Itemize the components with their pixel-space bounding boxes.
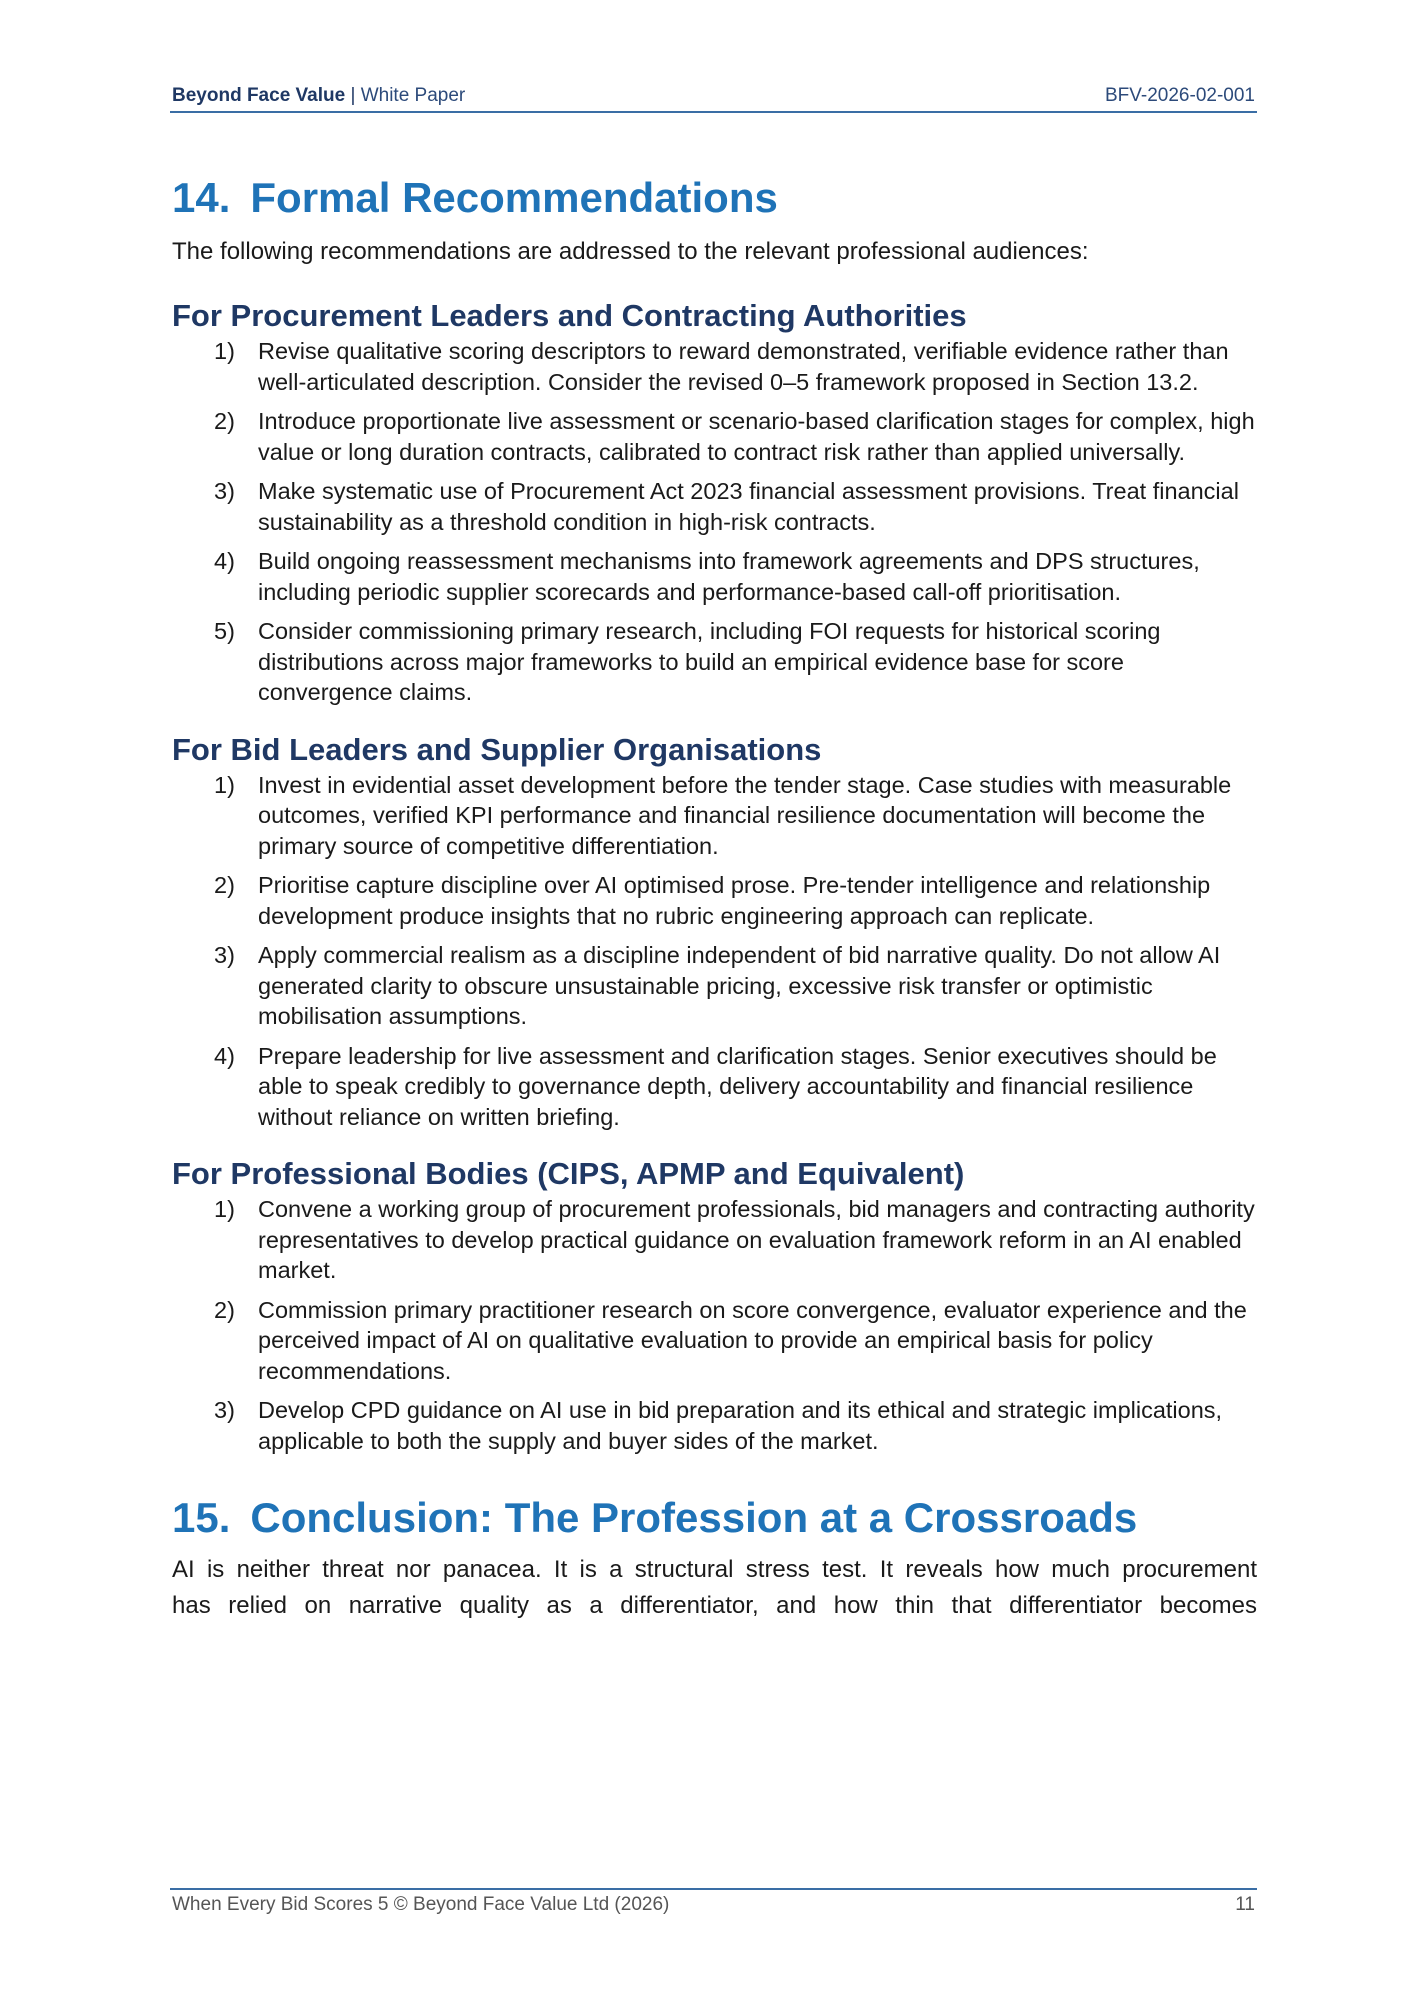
item-number: 4) xyxy=(214,548,235,574)
header-doc-ref: BFV-2026-02-001 xyxy=(1105,85,1255,106)
group-heading: For Procurement Leaders and Contracting Authorities xyxy=(172,298,967,333)
item-text: Consider commissioning primary research, including FOI requests for historical scoring distributions across major frameworks to build an empirical evidence base for score convergence claims. xyxy=(258,618,1161,705)
item-text: Develop CPD guidance on AI use in bid preparation and its ethical and strategic implications, applicable to both the supply and buyer sides of the market. xyxy=(258,1397,1223,1454)
footer-copyright: When Every Bid Scores 5 © Beyond Face Value Ltd (2026) xyxy=(172,1894,670,1915)
section-number: 15. xyxy=(172,1494,231,1541)
list-item xyxy=(172,1295,1257,1387)
section-number: 14. xyxy=(172,174,231,221)
item-text: Make systematic use of Procurement Act 2023 financial assessment provisions. Treat financial sustainability as a threshold condition in high-risk contracts. xyxy=(258,478,1239,535)
item-number: 2) xyxy=(214,872,235,898)
item-number: 1) xyxy=(214,338,235,364)
list-item xyxy=(172,616,1257,708)
item-number: 4) xyxy=(214,1042,235,1069)
item-number: 2) xyxy=(214,1296,235,1323)
item-text: Prioritise capture discipline over AI optimised prose. Pre-tender intelligence and relationship development produce insights that no rubric engineering approach can replicate. xyxy=(258,872,1211,929)
recommendation-list xyxy=(172,770,1257,1133)
item-text: Prepare leadership for live assessment and clarification stages. Senior executives should be able to speak credibly to governance depth, delivery accountability and financial resilience without reliance on written briefing. xyxy=(258,1042,1217,1130)
item-number: 5) xyxy=(214,618,235,644)
group-heading: For Bid Leaders and Supplier Organisations xyxy=(172,731,822,767)
item-text: Convene a working group of procurement professionals, bid managers and contracting authority representatives to develop practical guidance on evaluation framework reform in an AI enabled market. xyxy=(258,1196,1255,1283)
list-item xyxy=(172,770,1257,862)
item-text: Commission primary practitioner research on score convergence, evaluator experience and the perceived impact of AI on qualitative evaluation to provide an empirical basis for policy recommendations. xyxy=(258,1296,1247,1384)
section-14-heading xyxy=(172,170,1257,226)
list-item xyxy=(172,476,1257,537)
item-number: 3) xyxy=(214,942,235,968)
section-title: Conclusion: The Profession at a Crossroads xyxy=(250,1494,1138,1541)
list-item xyxy=(172,940,1257,1032)
page-header xyxy=(170,83,1257,113)
header-brand: Beyond Face Value xyxy=(172,85,346,106)
recommendation-group-professional-bodies xyxy=(172,1154,1257,1456)
group-heading: For Professional Bodies (CIPS, APMP and Equivalent) xyxy=(172,1156,965,1191)
item-number: 1) xyxy=(214,1196,235,1222)
item-number: 2) xyxy=(214,408,235,434)
item-text: Invest in evidential asset development before the tender stage. Case studies with measurable outcomes, verified KPI performance and financial resilience documentation will become the primary source of competitive differentiation. xyxy=(258,771,1232,859)
item-text: Apply commercial realism as a discipline independent of bid narrative quality. Do not allow AI generated clarity to obscure unsustainable pricing, excessive risk transfer or optimistic mobilisation assumptions. xyxy=(258,942,1221,1029)
list-item xyxy=(172,870,1257,931)
list-item xyxy=(172,1194,1257,1286)
item-text: Build ongoing reassessment mechanisms into framework agreements and DPS structures, including periodic supplier scorecards and performance-based call-off prioritisation. xyxy=(258,548,1200,605)
page-footer xyxy=(170,1888,1257,1920)
conclusion-line-2: has relied on narrative quality as a differentiator, and how thin that differentiator becomes xyxy=(172,1592,1257,1619)
conclusion-line-1: AI is neither threat nor panacea. It is a structural stress test. It reveals how much procurement xyxy=(172,1556,1257,1583)
item-number: 1) xyxy=(214,771,235,798)
recommendation-list xyxy=(172,1194,1257,1456)
recommendation-group-procurement xyxy=(172,296,1257,708)
header-separator: | xyxy=(345,85,361,106)
recommendation-list xyxy=(172,336,1257,708)
list-item xyxy=(172,336,1257,397)
item-text: Revise qualitative scoring descriptors to reward demonstrated, verifiable evidence rather than well-articulated description. Consider the revised 0–5 framework proposed in Section 13.2. xyxy=(258,338,1229,395)
item-text: Introduce proportionate live assessment or scenario-based clarification stages for complex, high value or long duration contracts, calibrated to contract risk rather than applied universally. xyxy=(258,408,1255,465)
list-item xyxy=(172,1041,1257,1133)
item-number: 3) xyxy=(214,478,235,504)
recommendation-group-bid-leaders xyxy=(172,730,1257,1133)
header-title xyxy=(172,85,465,107)
list-item xyxy=(172,546,1257,607)
header-doc-type: White Paper xyxy=(360,85,466,106)
item-number: 3) xyxy=(214,1397,235,1423)
section-intro: The following recommendations are addressed to the relevant professional audiences: xyxy=(172,238,1089,265)
list-item xyxy=(172,1395,1257,1456)
page-content xyxy=(172,170,1257,1624)
list-item xyxy=(172,406,1257,467)
section-15-heading xyxy=(172,1490,1257,1546)
section-title: Formal Recommendations xyxy=(250,174,778,221)
page-number: 11 xyxy=(1235,1894,1255,1915)
